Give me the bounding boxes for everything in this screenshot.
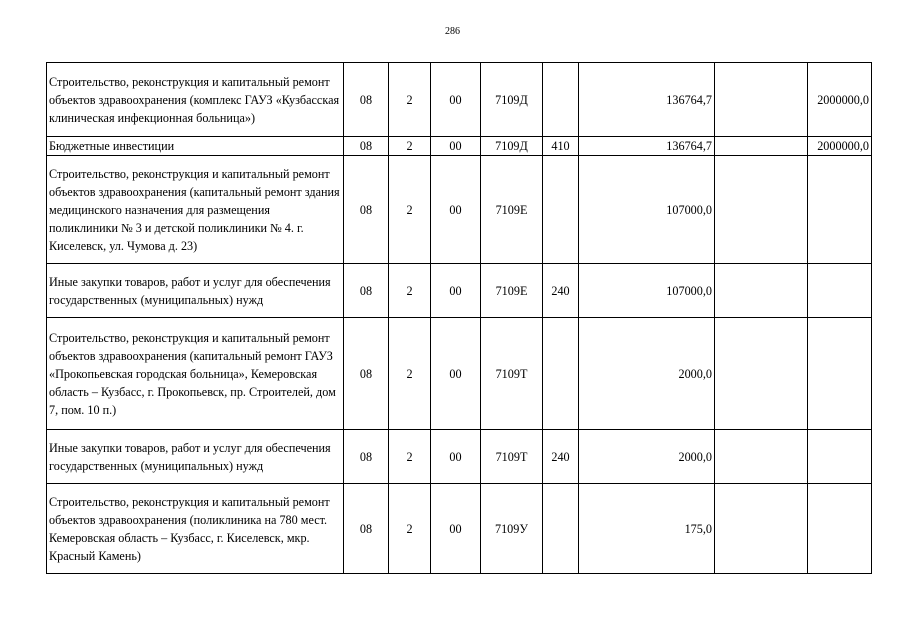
row-name: Иные закупки товаров, работ и услуг для обеспечения государственных (муниципальных) нужд bbox=[47, 264, 344, 318]
row-amount-2 bbox=[715, 63, 808, 137]
budget-table bbox=[46, 62, 872, 574]
row-amount-1: 175,0 bbox=[579, 484, 715, 574]
row-subsection-code: 2 bbox=[389, 318, 431, 430]
table-row bbox=[47, 484, 872, 574]
page-number: 286 bbox=[445, 26, 460, 37]
row-subsection-code: 2 bbox=[389, 156, 431, 264]
row-amount-3 bbox=[808, 156, 872, 264]
table-row bbox=[47, 156, 872, 264]
row-target-article-code: 7109Д bbox=[481, 63, 543, 137]
row-expense-type-code bbox=[543, 156, 579, 264]
row-target-article-code: 7109Т bbox=[481, 318, 543, 430]
row-amount-2 bbox=[715, 430, 808, 484]
row-name: Строительство, реконструкция и капитальный ремонт объектов здравоохранения (капитальный ремонт ГАУЗ «Прокопьевская городская больница», Кемеровская область – Кузбасс, г. Прокопьевск, пр. Строителей, дом 7, пом. 10 п.) bbox=[47, 318, 344, 430]
row-section-code: 08 bbox=[344, 430, 389, 484]
row-amount-3 bbox=[808, 264, 872, 318]
row-name: Бюджетные инвестиции bbox=[47, 137, 344, 156]
row-amount-1: 107000,0 bbox=[579, 156, 715, 264]
row-name: Строительство, реконструкция и капитальный ремонт объектов здравоохранения (капитальный ремонт здания медицинского назначения для размещения поликлиники № 3 и детской поликлиники № 4. г. Киселевск, ул. Чумова д. 23) bbox=[47, 156, 344, 264]
row-program-code: 00 bbox=[431, 318, 481, 430]
row-target-article-code: 7109Т bbox=[481, 430, 543, 484]
row-expense-type-code bbox=[543, 484, 579, 574]
row-amount-3 bbox=[808, 430, 872, 484]
row-amount-1: 2000,0 bbox=[579, 318, 715, 430]
row-program-code: 00 bbox=[431, 63, 481, 137]
row-program-code: 00 bbox=[431, 264, 481, 318]
row-subsection-code: 2 bbox=[389, 264, 431, 318]
row-program-code: 00 bbox=[431, 156, 481, 264]
row-program-code: 00 bbox=[431, 484, 481, 574]
row-amount-2 bbox=[715, 264, 808, 318]
row-amount-1: 107000,0 bbox=[579, 264, 715, 318]
row-amount-1: 2000,0 bbox=[579, 430, 715, 484]
row-name: Строительство, реконструкция и капитальный ремонт объектов здравоохранения (комплекс ГАУЗ «Кузбасская клиническая инфекционная больница») bbox=[47, 63, 344, 137]
row-amount-2 bbox=[715, 318, 808, 430]
row-section-code: 08 bbox=[344, 63, 389, 137]
row-target-article-code: 7109Е bbox=[481, 156, 543, 264]
row-name: Строительство, реконструкция и капитальный ремонт объектов здравоохранения (поликлиника на 780 мест. Кемеровская область – Кузбасс, г. Киселевск, мкр. Красный Камень) bbox=[47, 484, 344, 574]
row-subsection-code: 2 bbox=[389, 484, 431, 574]
row-amount-1: 136764,7 bbox=[579, 137, 715, 156]
row-amount-2 bbox=[715, 137, 808, 156]
row-target-article-code: 7109У bbox=[481, 484, 543, 574]
row-amount-3: 2000000,0 bbox=[808, 63, 872, 137]
row-expense-type-code: 410 bbox=[543, 137, 579, 156]
row-amount-2 bbox=[715, 484, 808, 574]
row-amount-3: 2000000,0 bbox=[808, 137, 872, 156]
table-row bbox=[47, 63, 872, 137]
row-section-code: 08 bbox=[344, 156, 389, 264]
row-section-code: 08 bbox=[344, 484, 389, 574]
row-subsection-code: 2 bbox=[389, 430, 431, 484]
row-amount-3 bbox=[808, 484, 872, 574]
row-amount-1: 136764,7 bbox=[579, 63, 715, 137]
row-expense-type-code: 240 bbox=[543, 264, 579, 318]
row-amount-3 bbox=[808, 318, 872, 430]
row-name: Иные закупки товаров, работ и услуг для обеспечения государственных (муниципальных) нужд bbox=[47, 430, 344, 484]
row-section-code: 08 bbox=[344, 264, 389, 318]
row-program-code: 00 bbox=[431, 430, 481, 484]
row-expense-type-code: 240 bbox=[543, 430, 579, 484]
row-target-article-code: 7109Д bbox=[481, 137, 543, 156]
table-row bbox=[47, 318, 872, 430]
row-subsection-code: 2 bbox=[389, 137, 431, 156]
row-section-code: 08 bbox=[344, 137, 389, 156]
row-target-article-code: 7109Е bbox=[481, 264, 543, 318]
table-row bbox=[47, 264, 872, 318]
table-row bbox=[47, 430, 872, 484]
row-program-code: 00 bbox=[431, 137, 481, 156]
row-section-code: 08 bbox=[344, 318, 389, 430]
row-expense-type-code bbox=[543, 318, 579, 430]
table-row bbox=[47, 137, 872, 156]
row-amount-2 bbox=[715, 156, 808, 264]
row-subsection-code: 2 bbox=[389, 63, 431, 137]
row-expense-type-code bbox=[543, 63, 579, 137]
